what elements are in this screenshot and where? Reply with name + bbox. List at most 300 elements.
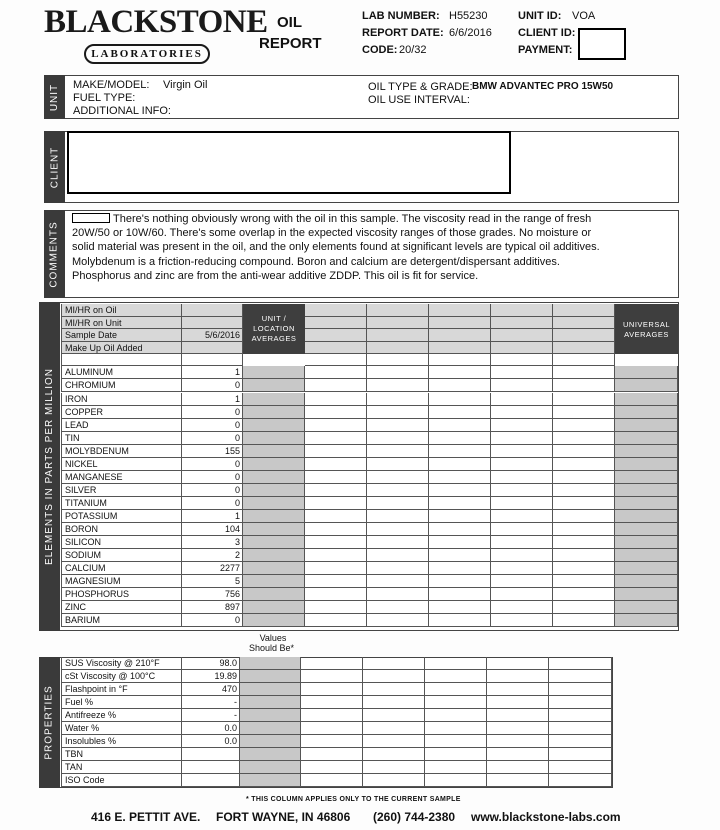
- element-name: POTASSIUM: [61, 510, 182, 523]
- property-value: 470: [182, 683, 240, 696]
- element-grid-cell: [615, 432, 678, 445]
- element-grid-cell: [243, 419, 305, 432]
- property-grid-cell: [240, 722, 301, 735]
- grid-cell: [305, 304, 367, 317]
- element-value: 897: [182, 601, 243, 614]
- element-name: COPPER: [61, 406, 182, 419]
- element-value: 0: [182, 471, 243, 484]
- comments-text: There's nothing obviously wrong with the oil in this sample. The viscosity read in the range of fresh 20W/50 or 10W/60. There's some overlap in the expected viscosity ranges of those grades. No moisture or solid material was present in the oil, and the only elements found at significant levels are typical oil additives. Molybdenum is a friction-reducing compound. Boron and calcium are detergent/dispersant additives. Phosphorus and zinc are from the anti-wear additive ZDDP. This oil is fit for service.: [72, 213, 600, 282]
- element-grid-cell: [615, 445, 678, 458]
- property-value: [182, 748, 240, 761]
- element-grid-cell: [429, 562, 491, 575]
- element-grid-cell: [243, 549, 305, 562]
- element-grid-cell: [367, 575, 429, 588]
- element-grid-cell: [491, 614, 553, 627]
- property-grid-cell: [425, 657, 487, 670]
- element-grid-cell: [429, 379, 491, 392]
- element-grid-cell: [367, 406, 429, 419]
- element-grid-cell: [243, 432, 305, 445]
- property-grid-cell: [549, 696, 612, 709]
- element-grid-cell: [491, 497, 553, 510]
- property-grid-cell: [363, 696, 425, 709]
- property-grid-cell: [363, 722, 425, 735]
- element-grid-cell: [305, 432, 367, 445]
- additional-info-label: ADDITIONAL INFO:: [73, 105, 171, 117]
- element-grid-cell: [243, 588, 305, 601]
- property-grid-cell: [425, 670, 487, 683]
- element-grid-cell: [243, 575, 305, 588]
- property-grid-cell: [240, 670, 301, 683]
- property-value: 0.0: [182, 735, 240, 748]
- element-grid-cell: [615, 536, 678, 549]
- footer-address: 416 E. PETTIT AVE.: [91, 810, 201, 824]
- element-name: CHROMIUM: [61, 379, 182, 392]
- element-name: MANGANESE: [61, 471, 182, 484]
- values-header-line2: Should Be*: [249, 643, 295, 653]
- grid-cell: [429, 304, 491, 317]
- element-value: 2: [182, 549, 243, 562]
- property-name: SUS Viscosity @ 210°F: [61, 657, 182, 670]
- element-name: SILVER: [61, 484, 182, 497]
- grid-cell: [553, 342, 615, 355]
- element-grid-cell: [491, 393, 553, 406]
- element-grid-cell: [491, 536, 553, 549]
- element-grid-cell: [491, 366, 553, 379]
- element-grid-cell: [367, 614, 429, 627]
- element-grid-cell: [553, 562, 615, 575]
- element-name: ALUMINUM: [61, 366, 182, 379]
- logo-subtitle: LABORATORIES: [84, 44, 210, 64]
- element-value: 1: [182, 366, 243, 379]
- property-grid-cell: [549, 774, 612, 787]
- element-grid-cell: [553, 432, 615, 445]
- property-grid-cell: [363, 774, 425, 787]
- grid-cell: [553, 304, 615, 317]
- element-grid-cell: [367, 432, 429, 445]
- property-grid-cell: [487, 748, 549, 761]
- report-title-line1: OIL: [277, 14, 302, 31]
- element-grid-cell: [553, 614, 615, 627]
- element-grid-cell: [553, 523, 615, 536]
- client-side-label: CLIENT: [44, 131, 65, 203]
- element-grid-cell: [491, 445, 553, 458]
- property-value: [182, 774, 240, 787]
- element-grid-cell: [305, 445, 367, 458]
- element-grid-cell: [491, 588, 553, 601]
- element-grid-cell: [491, 471, 553, 484]
- report-date-label: REPORT DATE:: [362, 27, 444, 39]
- element-grid-cell: [367, 458, 429, 471]
- element-grid-cell: [491, 510, 553, 523]
- element-grid-cell: [429, 549, 491, 562]
- property-grid-cell: [425, 774, 487, 787]
- element-grid-cell: [305, 549, 367, 562]
- element-value: 155: [182, 445, 243, 458]
- property-grid-cell: [301, 735, 363, 748]
- element-grid-cell: [553, 575, 615, 588]
- element-grid-cell: [615, 562, 678, 575]
- property-grid-cell: [549, 722, 612, 735]
- element-name: PHOSPHORUS: [61, 588, 182, 601]
- property-grid-cell: [240, 748, 301, 761]
- element-grid-cell: [491, 549, 553, 562]
- element-name: TITANIUM: [61, 497, 182, 510]
- element-grid-cell: [305, 588, 367, 601]
- element-grid-cell: [243, 445, 305, 458]
- element-grid-cell: [553, 458, 615, 471]
- property-name: Fuel %: [61, 696, 182, 709]
- property-grid-cell: [240, 774, 301, 787]
- footer-city: FORT WAYNE, IN 46806: [216, 810, 351, 824]
- property-grid-cell: [301, 670, 363, 683]
- element-grid-cell: [429, 471, 491, 484]
- grid-cell: [553, 317, 615, 330]
- element-grid-cell: [429, 614, 491, 627]
- payment-label: PAYMENT:: [518, 44, 573, 56]
- element-grid-cell: [305, 575, 367, 588]
- property-grid-cell: [425, 735, 487, 748]
- element-value: 0: [182, 497, 243, 510]
- property-name: TAN: [61, 761, 182, 774]
- grid-cell: [429, 317, 491, 330]
- element-grid-cell: [615, 510, 678, 523]
- element-grid-cell: [429, 601, 491, 614]
- property-value: 19.89: [182, 670, 240, 683]
- element-value: 2277: [182, 562, 243, 575]
- info-row-value: 5/6/2016: [182, 329, 243, 342]
- property-grid-cell: [487, 670, 549, 683]
- element-grid-cell: [491, 432, 553, 445]
- element-name: BORON: [61, 523, 182, 536]
- element-grid-cell: [429, 393, 491, 406]
- company-logo: [44, 4, 268, 68]
- element-grid-cell: [305, 562, 367, 575]
- grid-cell: [305, 317, 367, 330]
- spacer-cell: [182, 354, 243, 366]
- values-header: [249, 633, 295, 653]
- property-grid-cell: [487, 683, 549, 696]
- element-grid-cell: [243, 536, 305, 549]
- element-grid-cell: [615, 588, 678, 601]
- element-grid-cell: [491, 484, 553, 497]
- footer-website[interactable]: www.blackstone-labs.com: [471, 810, 621, 824]
- property-grid-cell: [240, 709, 301, 722]
- property-grid-cell: [301, 761, 363, 774]
- element-grid-cell: [367, 497, 429, 510]
- element-grid-cell: [429, 484, 491, 497]
- element-grid-cell: [553, 549, 615, 562]
- element-value: 1: [182, 393, 243, 406]
- element-value: 0: [182, 484, 243, 497]
- element-name: MOLYBDENUM: [61, 445, 182, 458]
- property-grid-cell: [301, 683, 363, 696]
- element-grid-cell: [615, 366, 678, 379]
- property-grid-cell: [240, 683, 301, 696]
- redacted-client-block: [67, 131, 511, 194]
- oil-type-label: OIL TYPE & GRADE:: [368, 81, 473, 93]
- property-grid-cell: [425, 709, 487, 722]
- grid-cell: [491, 304, 553, 317]
- property-grid-cell: [487, 722, 549, 735]
- info-row-value: [182, 304, 243, 317]
- element-name: ZINC: [61, 601, 182, 614]
- element-grid-cell: [243, 366, 305, 379]
- property-grid-cell: [363, 761, 425, 774]
- element-grid-cell: [615, 379, 678, 392]
- info-row-label: MI/HR on Oil: [61, 304, 182, 317]
- info-row-label: Sample Date: [61, 329, 182, 342]
- element-value: 0: [182, 432, 243, 445]
- element-grid-cell: [491, 406, 553, 419]
- grid-cell: [491, 317, 553, 330]
- property-grid-cell: [549, 709, 612, 722]
- property-grid-cell: [425, 748, 487, 761]
- property-value: 98.0: [182, 657, 240, 670]
- element-grid-cell: [429, 575, 491, 588]
- property-grid-cell: [240, 735, 301, 748]
- property-grid-cell: [487, 709, 549, 722]
- element-grid-cell: [305, 458, 367, 471]
- element-name: SODIUM: [61, 549, 182, 562]
- grid-cell: [367, 317, 429, 330]
- make-model-label: MAKE/MODEL:: [73, 79, 150, 91]
- info-row-value: [182, 342, 243, 355]
- element-grid-cell: [615, 406, 678, 419]
- universal-averages-header-text: UNIVERSAL: [622, 320, 670, 329]
- grid-cell: [429, 342, 491, 355]
- element-grid-cell: [429, 497, 491, 510]
- grid-cell: [367, 329, 429, 342]
- element-grid-cell: [553, 484, 615, 497]
- element-grid-cell: [305, 601, 367, 614]
- element-grid-cell: [491, 601, 553, 614]
- element-grid-cell: [615, 497, 678, 510]
- comments-side-label: COMMENTS: [44, 210, 65, 298]
- element-grid-cell: [243, 379, 305, 392]
- element-grid-cell: [553, 588, 615, 601]
- property-grid-cell: [487, 735, 549, 748]
- property-grid-cell: [549, 670, 612, 683]
- property-grid-cell: [487, 657, 549, 670]
- element-value: 0: [182, 458, 243, 471]
- element-grid-cell: [553, 406, 615, 419]
- element-grid-cell: [367, 419, 429, 432]
- element-value: 0: [182, 379, 243, 392]
- grid-cell: [305, 342, 367, 355]
- values-header-line1: Values: [259, 633, 287, 643]
- grid-cell: [367, 304, 429, 317]
- property-grid-cell: [487, 761, 549, 774]
- logo-wordmark: BLACKSTONE: [44, 4, 268, 40]
- property-grid-cell: [425, 683, 487, 696]
- element-grid-cell: [305, 419, 367, 432]
- element-grid-cell: [243, 510, 305, 523]
- element-grid-cell: [615, 484, 678, 497]
- element-value: 104: [182, 523, 243, 536]
- make-model-value: Virgin Oil: [163, 79, 208, 91]
- lab-number-label: LAB NUMBER:: [362, 10, 440, 22]
- property-grid-cell: [549, 683, 612, 696]
- element-grid-cell: [243, 562, 305, 575]
- property-grid-cell: [240, 761, 301, 774]
- spacer-cell: [367, 354, 429, 366]
- element-grid-cell: [243, 614, 305, 627]
- element-grid-cell: [367, 445, 429, 458]
- property-name: Insolubles %: [61, 735, 182, 748]
- element-value: 756: [182, 588, 243, 601]
- report-date-value: 6/6/2016: [449, 27, 492, 39]
- element-name: IRON: [61, 393, 182, 406]
- elements-side-label: ELEMENTS IN PARTS PER MILLION: [39, 302, 60, 631]
- element-grid-cell: [491, 419, 553, 432]
- property-grid-cell: [487, 774, 549, 787]
- element-grid-cell: [491, 458, 553, 471]
- element-grid-cell: [491, 379, 553, 392]
- element-value: 5: [182, 575, 243, 588]
- element-grid-cell: [305, 366, 367, 379]
- element-grid-cell: [243, 406, 305, 419]
- info-row-label: Make Up Oil Added: [61, 342, 182, 355]
- property-grid-cell: [487, 696, 549, 709]
- element-grid-cell: [367, 379, 429, 392]
- element-grid-cell: [491, 523, 553, 536]
- grid-cell: [553, 329, 615, 342]
- property-grid-cell: [301, 774, 363, 787]
- element-grid-cell: [615, 393, 678, 406]
- unit-averages-header-text: AVERAGES: [251, 334, 297, 343]
- info-row-label: MI/HR on Unit: [61, 317, 182, 330]
- element-grid-cell: [615, 601, 678, 614]
- element-grid-cell: [367, 366, 429, 379]
- element-grid-cell: [553, 497, 615, 510]
- element-grid-cell: [305, 523, 367, 536]
- element-value: 3: [182, 536, 243, 549]
- property-grid-cell: [425, 722, 487, 735]
- property-name: TBN: [61, 748, 182, 761]
- redacted-box: [578, 28, 626, 60]
- property-name: Flashpoint in °F: [61, 683, 182, 696]
- property-grid-cell: [363, 683, 425, 696]
- spacer-cell: [491, 354, 553, 366]
- element-name: SILICON: [61, 536, 182, 549]
- property-grid-cell: [363, 748, 425, 761]
- element-grid-cell: [305, 497, 367, 510]
- element-value: 0: [182, 419, 243, 432]
- property-grid-cell: [363, 735, 425, 748]
- grid-cell: [429, 329, 491, 342]
- property-value: 0.0: [182, 722, 240, 735]
- unit-id-value: VOA: [572, 10, 596, 22]
- element-grid-cell: [367, 510, 429, 523]
- element-grid-cell: [243, 484, 305, 497]
- element-grid-cell: [243, 601, 305, 614]
- property-grid-cell: [301, 722, 363, 735]
- oil-type-value: BMW ADVANTEC PRO 15W50: [472, 81, 614, 92]
- spacer-cell: [553, 354, 615, 366]
- element-grid-cell: [429, 432, 491, 445]
- element-grid-cell: [429, 588, 491, 601]
- element-value: 0: [182, 614, 243, 627]
- grid-cell: [491, 329, 553, 342]
- universal-averages-header-text: AVERAGES: [624, 330, 669, 339]
- element-grid-cell: [553, 366, 615, 379]
- element-name: LEAD: [61, 419, 182, 432]
- element-value: 0: [182, 406, 243, 419]
- element-grid-cell: [553, 419, 615, 432]
- element-grid-cell: [305, 406, 367, 419]
- element-name: CALCIUM: [61, 562, 182, 575]
- element-grid-cell: [367, 393, 429, 406]
- property-grid-cell: [363, 709, 425, 722]
- property-grid-cell: [301, 748, 363, 761]
- element-grid-cell: [367, 523, 429, 536]
- property-name: Water %: [61, 722, 182, 735]
- unit-id-label: UNIT ID:: [518, 10, 562, 22]
- oil-use-label: OIL USE INTERVAL:: [368, 94, 470, 106]
- element-grid-cell: [367, 562, 429, 575]
- footer-phone: (260) 744-2380: [373, 810, 456, 824]
- element-grid-cell: [367, 601, 429, 614]
- element-grid-cell: [615, 614, 678, 627]
- universal-averages-header: [615, 304, 678, 354]
- element-grid-cell: [367, 588, 429, 601]
- property-grid-cell: [363, 657, 425, 670]
- property-grid-cell: [301, 696, 363, 709]
- element-grid-cell: [305, 484, 367, 497]
- property-grid-cell: [301, 657, 363, 670]
- element-grid-cell: [429, 406, 491, 419]
- element-grid-cell: [367, 471, 429, 484]
- grid-cell: [367, 342, 429, 355]
- element-grid-cell: [491, 575, 553, 588]
- element-name: TIN: [61, 432, 182, 445]
- unit-averages-header-text: LOCATION: [253, 324, 295, 333]
- property-value: [182, 761, 240, 774]
- fuel-type-label: FUEL TYPE:: [73, 92, 136, 104]
- element-grid-cell: [305, 393, 367, 406]
- element-grid-cell: [553, 471, 615, 484]
- grid-cell: [491, 342, 553, 355]
- element-grid-cell: [429, 458, 491, 471]
- element-grid-cell: [243, 523, 305, 536]
- unit-averages-header: [243, 304, 305, 354]
- report-title-line2: REPORT: [259, 35, 322, 52]
- property-grid-cell: [425, 761, 487, 774]
- property-grid-cell: [301, 709, 363, 722]
- properties-side-label: PROPERTIES: [39, 657, 60, 788]
- info-row-value: [182, 317, 243, 330]
- element-grid-cell: [615, 471, 678, 484]
- element-grid-cell: [243, 471, 305, 484]
- property-grid-cell: [549, 748, 612, 761]
- element-grid-cell: [615, 575, 678, 588]
- code-label: CODE:: [362, 44, 398, 56]
- property-grid-cell: [549, 735, 612, 748]
- property-name: Antifreeze %: [61, 709, 182, 722]
- spacer-cell: [429, 354, 491, 366]
- element-grid-cell: [553, 510, 615, 523]
- property-grid-cell: [549, 761, 612, 774]
- element-grid-cell: [615, 419, 678, 432]
- unit-side-label: UNIT: [44, 75, 65, 119]
- element-value: 1: [182, 510, 243, 523]
- spacer-cell: [61, 354, 182, 366]
- element-name: BARIUM: [61, 614, 182, 627]
- property-grid-cell: [240, 696, 301, 709]
- lab-number-value: H55230: [449, 10, 488, 22]
- property-value: -: [182, 696, 240, 709]
- element-grid-cell: [429, 510, 491, 523]
